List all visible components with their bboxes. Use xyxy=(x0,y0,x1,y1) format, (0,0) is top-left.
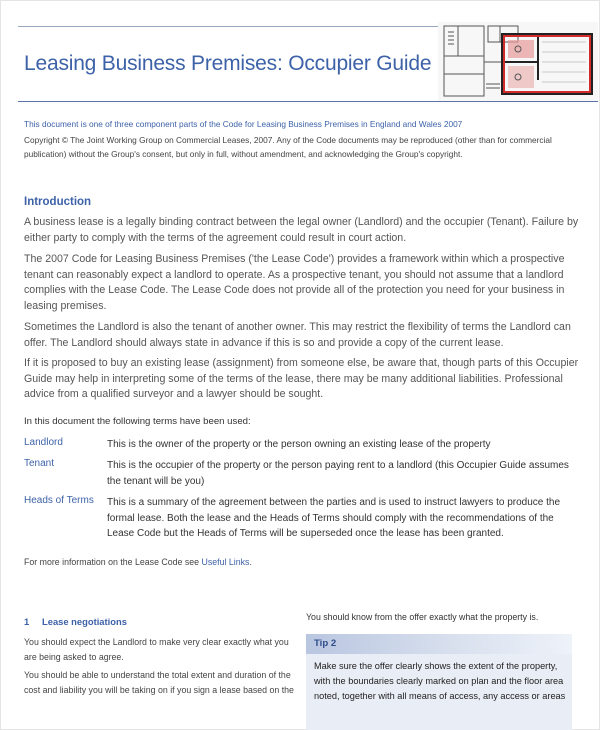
more-info-line xyxy=(24,557,252,567)
floor-plan-illustration xyxy=(438,22,598,101)
intro-paragraph-2: The 2007 Code for Leasing Business Premises ('the Lease Code') provides a framework within which a prospective tenant can reasonably expect a landlord to operate. As a prospective tenant, you should not assume that a landlord complies with the Lease Code. The Lease Code does not provide all of the protection you need for your business in leasing premises. xyxy=(24,253,565,312)
definition-landlord: This is the owner of the property or the person owning an existing lease of the property xyxy=(107,439,491,450)
tip-text: Make sure the offer clearly shows the extent of the property, with the boundaries clearly marked on plan and the floor area noted, together with all means of access, any access or areas xyxy=(314,661,566,701)
section-paragraph-2: You should be able to understand the total extent and duration of the cost and liability you will be taking on if you sign a lease based on the xyxy=(24,670,294,695)
intro-paragraph-4: If it is proposed to buy an existing lease (assignment) from someone else, be aware that, though parts of this Occupier Guide may help in interpreting some of the terms of the lease, there may be many additional liabilities. Professional advice from a qualified surveyor and a lawyer should be sought. xyxy=(24,357,579,400)
document-note: This document is one of three component parts of the Code for Leasing Business Premises in England and Wales 2007 xyxy=(24,119,463,129)
definition-tenant: This is the occupier of the property or the person paying rent to a landlord (this Occupier Guide assumes the tenant will be you) xyxy=(107,460,569,487)
intro-paragraph-3: Sometimes the Landlord is also the tenant of another owner. This may restrict the flexibility of terms the Landlord can offer. The Landlord should always state in advance if this is so and provide a copy of the current lease. xyxy=(24,321,571,349)
section-number: 1 xyxy=(24,616,30,627)
copyright-notice: Copyright © The Joint Working Group on Commercial Leases, 2007. Any of the Code documents may be reproduced (other than for commercial publication) without the Group's consent, but only in full, without amendment, and acknowledging the Group's copyright. xyxy=(24,135,552,159)
header-rule-top xyxy=(18,26,438,27)
offer-intro: You should know from the offer exactly what the property is. xyxy=(306,612,539,622)
term-tenant: Tenant xyxy=(24,458,55,469)
introduction-heading: Introduction xyxy=(24,196,92,208)
more-info-suffix: . xyxy=(249,557,252,567)
header-rule-bottom xyxy=(18,101,598,102)
terms-intro: In this document the following terms have been used: xyxy=(24,416,251,427)
term-heads-of-terms: Heads of Terms xyxy=(24,495,94,506)
tip-header xyxy=(306,634,572,654)
intro-paragraph-1: A business lease is a legally binding contract between the legal owner (Landlord) and the occupier (Tenant). Failure by either party to comply with the terms of the agreement could result in court action. xyxy=(24,216,579,244)
tip-label: Tip 2 xyxy=(314,638,337,649)
tip-box xyxy=(306,654,572,730)
section-paragraph-1: You should expect the Landlord to make very clear exactly what you are being asked to agree. xyxy=(24,637,289,662)
more-info-prefix: For more information on the Lease Code see xyxy=(24,557,202,567)
section-title: Lease negotiations xyxy=(42,616,127,627)
term-landlord: Landlord xyxy=(24,437,63,448)
document-title: Leasing Business Premises: Occupier Guide xyxy=(24,52,432,75)
useful-links-link[interactable]: Useful Links xyxy=(201,557,250,567)
definition-heads-of-terms: This is a summary of the agreement between the parties and is used to instruct lawyers to produce the formal lease. Both the lease and the Heads of Terms should comply with the recommendations of the Lease Code but the Heads of Terms will be superseded once the lease has been granted. xyxy=(107,497,561,539)
